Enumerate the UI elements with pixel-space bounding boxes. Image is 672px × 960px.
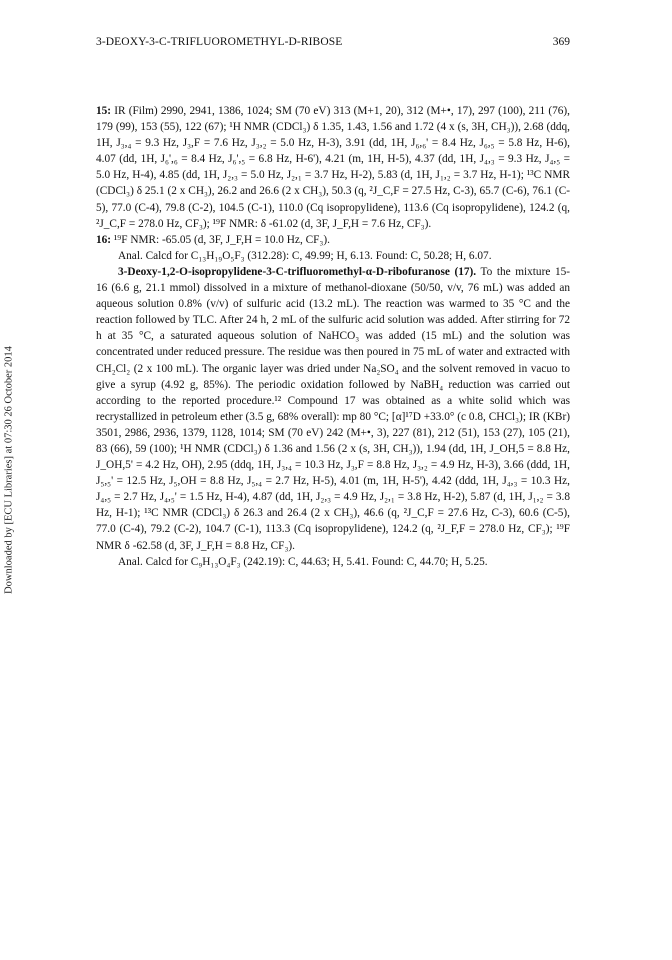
download-note: Downloaded by [ECU Libraries] at 07:30 26 October 2014 — [3, 346, 15, 594]
running-title: 3-DEOXY-3-C-TRIFLUOROMETHYL-D-RIBOSE — [96, 36, 343, 48]
compound-heading: 3-Deoxy-1,2-O-isopropylidene-3-C-trifluoromethyl-α-D-ribofuranose (17). — [118, 265, 477, 278]
paragraph-text: To the mixture 15-16 (6.6 g, 21.1 mmol) dissolved in a mixture of methanol-dioxane (50/50, v/v, 76 mL) was added an aqueous solution 0.8% (v/v) of sulfuric acid (13.2 mL). The reaction was warmed to 35 °C and the reaction followed by TLC. After 24 h, 2 mL of the sulfuric acid solution was added. After stirring for 72 h at 35 °C, a saturated aqueous solution of NaHCO₃ was added (15 mL) and the solution was concentrated under reduced pressure. The residue was then poured in 75 mL of water and extracted with CH₂Cl₂ (2 x 100 mL). The organic layer was dried under Na₂SO₄ and the solvent removed in vacuo to give a syrup (4.92 g, 85%). The periodic oxidation followed by NaBH₄ reduction was carried out according to the reported procedure.¹² Compound 17 was obtained as a white solid which was recrystallized in petroleum ether (3.5 g, 68% overall): mp 80 °C; [α]¹⁷D +33.0° (c 0.8, CHCl₃); IR (KBr) 3501, 2986, 2936, 1379, 1128, 1014; SM (70 eV) 242 (M+•, 3), 227 (81), 212 (51), 153 (27), 105 (21), 83 (66), 59 (100); ¹H NMR (CDCl₃) δ 1.36 and 1.56 (2 x (s, 3H, CH₃)), 1.94 (dd, 1H, J_OH,5 = 8.8 Hz, J_OH,5' = 4.2 Hz, OH), 2.95 (ddq, 1H, J₃,₄ = 10.3 Hz, J₃,F = 8.8 Hz, J₃,₂ = 4.9 Hz, H-3), 3.66 (ddd, 1H, J₅,₅' = 12.5 Hz, J₅,OH = 8.8 Hz, J₅,₄ = 2.7 Hz, H-5), 4.01 (m, 1H, H-5'), 4.42 (ddd, 1H, J₄,₃ = 10.3 Hz, J₄,₅ = 2.7 Hz, J₄,₅' = 1.5 Hz, H-4), 4.87 (dd, 1H, J₂,₃ = 4.9 Hz, J₂,₁ = 3.8 Hz, H-2), 5.87 (d, 1H, J₁,₂ = 3.8 Hz, H-1); ¹³C NMR (CDCl₃) δ 26.3 and 26.4 (2 x CH₃), 46.6 (q, ²J_C,F = 27.6 Hz, C-3), 60.6 (C-5), 77.0 (C-4), 79.2 (C-2), 104.7 (C-1), 113.3 (Cq isopropylidene), 124.2 (q, ²J_F,F = 278.0 Hz, CF₃); ¹⁹F NMR δ -62.58 (d, 3F, J_F,H = 8.8 Hz, CF₃). — [96, 265, 571, 552]
article-body — [96, 103, 570, 570]
running-header — [96, 36, 570, 54]
compound-label: 16: — [96, 233, 112, 246]
compound-label: 15: — [96, 105, 112, 117]
download-watermark — [2, 240, 16, 700]
paragraph-text: ¹⁹F NMR: -65.05 (d, 3F, J_F,H = 10.0 Hz, CF₃). — [111, 233, 330, 246]
paragraph-analysis-15-16 — [96, 248, 570, 264]
page-number: 369 — [552, 36, 570, 48]
paragraph-text: Anal. Calcd for C₁₃H₁₉O₅F₃ (312.28): C, 49.99; H, 6.13. Found: C, 50.28; H, 6.07. — [118, 249, 492, 262]
paragraph-compound-17 — [96, 264, 570, 554]
paragraph-text: IR (Film) 2990, 2941, 1386, 1024; SM (70 eV) 313 (M+1, 20), 312 (M+•, 17), 297 (100), 211 (76), 179 (99), 153 (55), 122 (67); ¹H NMR (CDCl₃) δ 1.35, 1.43, 1.56 and 1.72 (4 x (s, 3H, CH₃)), 2.68 (ddq, 1H, J₃,₄ = 9.3 Hz, J₃,F = 7.6 Hz, J₃,₂ = 5.0 Hz, H-3), 3.91 (dd, 1H, J₆,₆' = 8.4 Hz, J₆,₅ = 5.8 Hz, H-6), 4.07 (dd, 1H, J₆',₆ = 8.4 Hz, J₆',₅ = 6.8 Hz, H-6'), 4.21 (m, 1H, H-5), 4.37 (dd, 1H, J₄,₃ = 9.3 Hz, J₄,₅ = 5.0 Hz, H-4), 4.85 (dd, 1H, J₂,₃ = 5.0 Hz, J₂,₁ = 3.7 Hz, H-2), 5.83 (d, 1H, J₁,₂ = 3.7 Hz, H-1); ¹³C NMR (CDCl₃) δ 25.1 (2 x CH₃), 26.2 and 26.6 (2 x CH₃), 50.3 (q, ²J_C,F = 27.5 Hz, C-3), 65.7 (C-6), 76.1 (C-5), 77.0 (C-4), 79.8 (C-2), 104.5 (C-1), 110.0 (Cq isopropylidene), 113.6 (Cq isopropylidene), 124.2 (q, ²J_C,F = 278.0 Hz, CF₃); ¹⁹F NMR: δ -61.02 (d, 3F, J_F,H = 7.6 Hz, CF₃). — [96, 105, 570, 230]
paragraph-text: Anal. Calcd for C₉H₁₃O₄F₃ (242.19): C, 44.63; H, 5.41. Found: C, 44.70; H, 5.25. — [118, 555, 488, 568]
paragraph-compound-15 — [96, 103, 570, 232]
paragraph-analysis-17 — [96, 554, 570, 570]
paragraph-compound-16 — [96, 232, 570, 248]
